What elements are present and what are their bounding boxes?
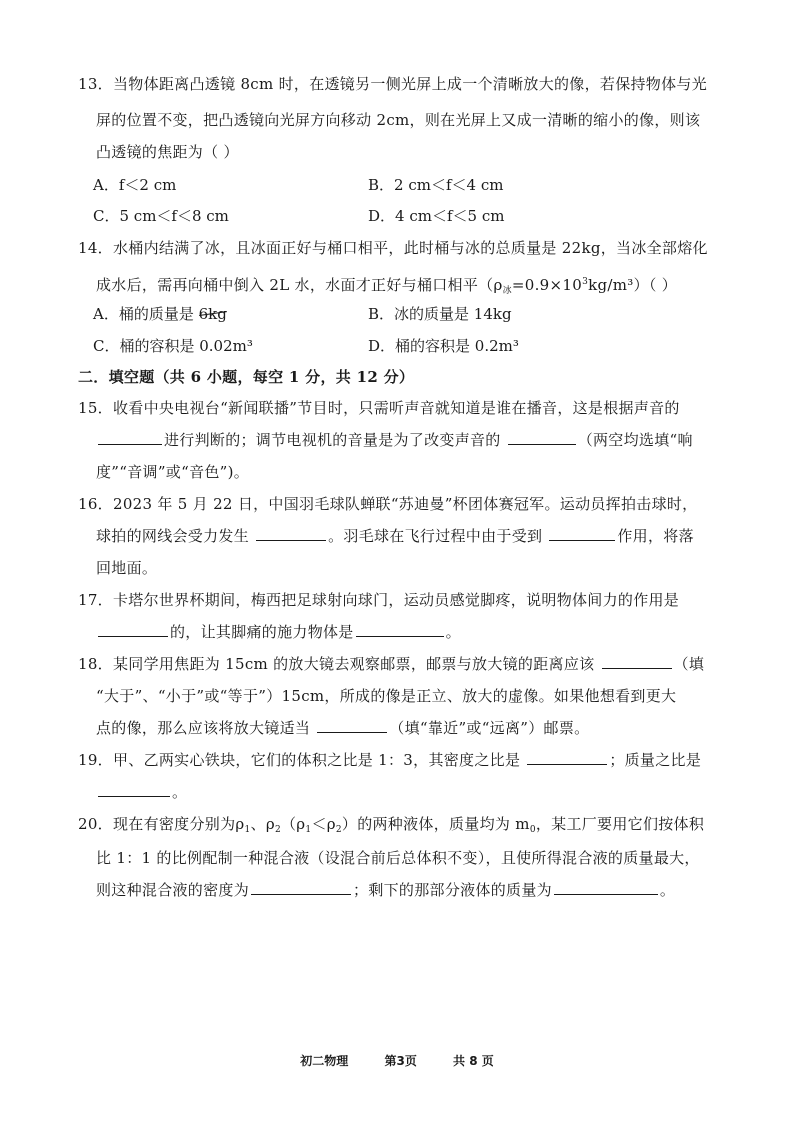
q13-line2: 屏的位置不变，把凸透镜向光屏方向移动 2cm，则在光屏上又成一清晰的缩小的像，则该 (96, 111, 701, 129)
q17-line2-b: 。 (445, 623, 461, 641)
q17-line1: 17．卡塔尔世界杯期间，梅西把足球射向球门，运动员感觉脚疼，说明物体间力的作用是 (78, 591, 680, 609)
q17-line2-a: 的，让其脚痛的施力物体是 (170, 623, 354, 641)
q19-blank-1[interactable] (527, 750, 607, 765)
q16-line3: 回地面。 (96, 559, 158, 577)
q15-blank-1[interactable] (98, 430, 162, 445)
q16-line2-c: 作用，将落 (617, 527, 694, 545)
q20-l1-a: 20．现在有密度分别为ρ (78, 815, 245, 833)
q13-line1: 13．当物体距离凸透镜 8cm 时，在透镜另一侧光屏上成一个清晰放大的像，若保持物体与光 (78, 75, 707, 93)
q14-line2-mid: =0.9×10 (511, 276, 583, 294)
q18-line1 (78, 654, 704, 674)
q15-line3: 度”“音调”或“音色”)。 (96, 463, 250, 481)
q13-option-a: A．f＜2 cm (93, 176, 177, 194)
q14-line2-sup: 3 (582, 277, 589, 287)
q18-line2: “大于”、“小于”或“等于”）15cm，所成的像是正立、放大的虚像。如果他想看到更大 (96, 687, 677, 705)
footer-total: 共 8 页 (453, 1054, 494, 1068)
q16-line2 (96, 526, 694, 546)
section-title: 二．填空题（共 6 小题，每空 1 分，共 12 分） (78, 368, 415, 386)
q14-option-a-pre: A．桶的质量是 (93, 305, 199, 323)
q18-line3-b: （填“靠近”或“远离”）邮票。 (389, 719, 590, 737)
q14-line2-pre: 成水后，需再向桶中倒入 2L 水，水面才正好与桶口相平（ρ (96, 276, 503, 294)
q14-line2-sub: 冰 (502, 286, 512, 296)
q13-option-b: B．2 cm＜f＜4 cm (368, 176, 504, 194)
q19-line2-b: 。 (172, 783, 188, 801)
q20-line3-c: 。 (659, 881, 676, 899)
footer-subject: 初二物理 (300, 1054, 349, 1068)
q14-option-a (93, 304, 227, 324)
q17-line2 (96, 622, 461, 642)
q19-line1-b: ；质量之比是 (609, 751, 702, 769)
q20-l1-c: （ρ (281, 815, 306, 833)
q20-line3 (96, 880, 675, 900)
q18-line1-a: 18．某同学用焦距为 15cm 的放大镜去观察邮票，邮票与放大镜的距离应该 (78, 655, 595, 673)
q20-line2: 比 1：1 的比例配制一种混合液（设混合前后总体积不变），且使所得混合液的质量最大， (96, 849, 700, 867)
q20-l1-s4: 2 (335, 825, 342, 835)
q15-blank-2[interactable] (508, 430, 576, 445)
q20-line3-a: 则这种混合液的密度为 (96, 881, 250, 899)
q15-line2-b: （两空均选填“响 (577, 431, 693, 449)
q20-line1 (78, 814, 704, 840)
q18-line1-b: （填 (673, 655, 705, 673)
q20-l1-e: ）的两种液体，质量均为 m (341, 815, 530, 833)
q14-line2-post: kg/m³）（ ） (588, 276, 678, 294)
q14-option-c: C．桶的容积是 0.02m³ (93, 337, 253, 355)
q20-l1-s3: 1 (305, 825, 312, 835)
q20-l1-s2: 2 (274, 825, 281, 835)
q20-l1-d: ＜ρ (311, 815, 336, 833)
q19-blank-2[interactable] (98, 782, 170, 797)
q14-line1: 14．水桶内结满了冰，且冰面正好与桶口相平，此时桶与冰的总质量是 22kg，当冰全部熔化 (78, 239, 708, 257)
q17-blank-1[interactable] (98, 622, 168, 637)
q15-line2 (96, 430, 693, 450)
q16-line2-a: 球拍的网线会受力发生 (96, 527, 250, 545)
q19-line2 (96, 782, 187, 802)
q19-line1-a: 19．甲、乙两实心铁块，它们的体积之比是 1：3，其密度之比是 (78, 751, 521, 769)
q13-option-d: D．4 cm＜f＜5 cm (368, 207, 505, 225)
q20-line3-b: ；剩下的那部分液体的质量为 (353, 881, 552, 899)
q16-line1: 16．2023 年 5 月 22 日，中国羽毛球队蝉联“苏迪曼”杯团体赛冠军。运动员挥拍击球时， (78, 495, 698, 513)
q14-option-b: B．冰的质量是 14kg (368, 305, 512, 323)
q18-blank-2[interactable] (317, 718, 387, 733)
page-footer (0, 1052, 794, 1069)
q14-option-a-value: 6kg (198, 305, 227, 323)
q13-line3: 凸透镜的焦距为（ ） (96, 143, 239, 161)
q18-line3 (96, 718, 589, 738)
q16-blank-2[interactable] (549, 526, 615, 541)
q19-line1 (78, 750, 701, 770)
q15-line1: 15．收看中央电视台“新闻联播”节目时，只需听声音就知道是谁在播音，这是根据声音的 (78, 399, 680, 417)
q14-line2 (96, 272, 677, 301)
q16-line2-b: 。羽毛球在飞行过程中由于受到 (328, 527, 543, 545)
q18-line3-a: 点的像，那么应该将放大镜适当 (96, 719, 311, 737)
q14-option-d: D．桶的容积是 0.2m³ (368, 337, 519, 355)
q20-l1-s5: 0 (529, 825, 536, 835)
q20-l1-s1: 1 (244, 825, 251, 835)
q20-l1-f: ，某工厂要用它们按体积 (535, 815, 705, 833)
q17-blank-2[interactable] (356, 622, 444, 637)
footer-page: 第3页 (384, 1054, 417, 1068)
q15-line2-a: 进行判断的；调节电视机的音量是为了改变声音的 (164, 431, 501, 449)
q20-blank-2[interactable] (554, 880, 658, 895)
q13-option-c: C．5 cm＜f＜8 cm (93, 207, 229, 225)
q20-blank-1[interactable] (251, 880, 351, 895)
q20-l1-b: 、ρ (250, 815, 275, 833)
q18-blank-1[interactable] (602, 654, 672, 669)
q16-blank-1[interactable] (256, 526, 326, 541)
